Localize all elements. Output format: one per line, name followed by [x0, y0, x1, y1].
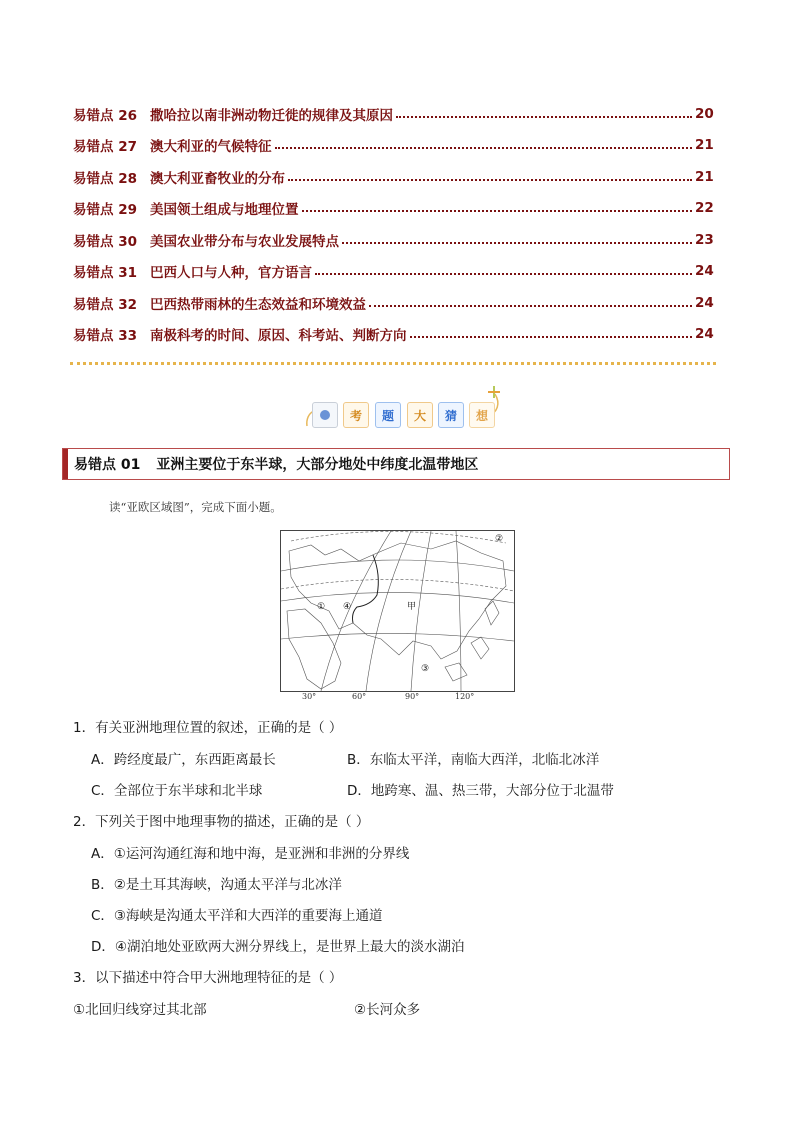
- section-label: 易错点 01: [74, 457, 141, 473]
- toc-title: 澳大利亚的气候特征: [150, 139, 272, 156]
- toc-item[interactable]: [73, 256, 713, 288]
- toc-page: 23: [695, 231, 714, 248]
- toc-item[interactable]: [73, 287, 713, 319]
- toc-item[interactable]: [73, 130, 713, 162]
- section-title: 亚洲主要位于东半球，大部分地处中纬度北温带地区: [156, 457, 479, 473]
- toc-title: 南极科考的时间、原因、科考站、判断方向: [150, 328, 407, 345]
- toc-label: 易错点 33: [73, 328, 137, 345]
- longitude-label: 120°: [455, 692, 475, 701]
- toc-item[interactable]: [73, 319, 713, 351]
- map-drawing: [281, 531, 514, 691]
- toc-title: 巴西热带雨林的生态效益和环境效益: [150, 296, 366, 313]
- toc-leader: [275, 147, 693, 149]
- toc-title: 巴西人口与人种，官方语言: [150, 265, 312, 282]
- question-1-stem: 1．有关亚洲地理位置的叙述，正确的是（ ）: [73, 720, 343, 736]
- toc-title: 澳大利亚畜牧业的分布: [150, 170, 285, 187]
- toc-label: 易错点 28: [73, 170, 137, 187]
- toc-leader: [315, 273, 692, 275]
- q1-option-c[interactable]: C．全部位于东半球和北半球: [91, 783, 263, 799]
- toc-leader: [396, 116, 692, 118]
- section-banner: [305, 382, 505, 432]
- banner-char: 题: [375, 402, 401, 428]
- q2-option-c[interactable]: C．③海峡是沟通太平洋和大西洋的重要海上通道: [91, 908, 383, 924]
- q1-option-b[interactable]: B．东临太平洋，南临大西洋，北临北冰洋: [347, 752, 600, 768]
- longitude-label: 60°: [352, 692, 367, 701]
- toc-page: 21: [695, 137, 714, 154]
- longitude-label: 30°: [302, 692, 317, 701]
- q3-item-2[interactable]: ②长河众多: [354, 1002, 421, 1018]
- banner-char: 考: [343, 402, 369, 428]
- toc-item[interactable]: [73, 193, 713, 225]
- toc-leader: [410, 336, 693, 338]
- banner-char: 大: [407, 402, 433, 428]
- toc-leader: [288, 179, 692, 181]
- toc-leader: [342, 242, 692, 244]
- q2-option-a[interactable]: A．①运河沟通红海和地中海，是亚洲和非洲的分界线: [91, 846, 410, 862]
- toc-item[interactable]: [73, 224, 713, 256]
- longitude-label: 90°: [405, 692, 420, 701]
- q2-option-b[interactable]: B．②是土耳其海峡，沟通太平洋与北冰洋: [91, 877, 342, 893]
- section-heading: [62, 448, 730, 480]
- map-mark-3: ③: [421, 664, 430, 674]
- map-mark-2: ②: [495, 534, 504, 544]
- toc-label: 易错点 30: [73, 233, 137, 250]
- toc-item[interactable]: [73, 161, 713, 193]
- toc-page: 20: [695, 105, 714, 122]
- q2-option-d[interactable]: D．④湖泊地处亚欧两大洲分界线上，是世界上最大的淡水湖泊: [91, 939, 465, 955]
- toc-page: 24: [695, 294, 714, 311]
- number-badge-icon: [312, 402, 338, 428]
- toc-title: 撒哈拉以南非洲动物迁徙的规律及其原因: [150, 107, 393, 124]
- toc-label: 易错点 32: [73, 296, 137, 313]
- toc-page: 24: [695, 263, 714, 280]
- toc-leader: [369, 305, 692, 307]
- toc-page: 22: [695, 200, 714, 217]
- map-mark-1: ①: [317, 602, 326, 612]
- toc-label: 易错点 31: [73, 265, 137, 282]
- q3-item-1[interactable]: ①北回归线穿过其北部: [73, 1002, 207, 1018]
- toc-title: 美国领土组成与地理位置: [150, 202, 299, 219]
- toc-page: 24: [695, 326, 714, 343]
- q1-option-a[interactable]: A．跨经度最广，东西距离最长: [91, 752, 276, 768]
- banner-char: 想: [469, 402, 495, 428]
- banner-char: 猜: [438, 402, 464, 428]
- toc-label: 易错点 27: [73, 139, 137, 156]
- map-mark-jia: 甲: [407, 602, 417, 612]
- toc-page: 21: [695, 168, 714, 185]
- question-3-stem: 3．以下描述中符合甲大洲地理特征的是（ ）: [73, 970, 343, 986]
- toc-item[interactable]: [73, 98, 713, 130]
- question-2-stem: 2．下列关于图中地理事物的描述，正确的是（ ）: [73, 814, 370, 830]
- map-mark-4: ④: [343, 602, 352, 612]
- dotted-separator: [70, 362, 716, 365]
- toc-label: 易错点 26: [73, 107, 137, 124]
- q1-option-d[interactable]: D．地跨寒、温、热三带，大部分位于北温带: [347, 783, 614, 799]
- intro-text: 读“亚欧区域图”，完成下面小题。: [109, 500, 282, 514]
- heading-accent-bar: [63, 449, 68, 479]
- asia-europe-map: [280, 530, 515, 692]
- toc-title: 美国农业带分布与农业发展特点: [150, 233, 339, 250]
- toc-leader: [302, 210, 693, 212]
- table-of-contents: [73, 98, 713, 350]
- toc-label: 易错点 29: [73, 202, 137, 219]
